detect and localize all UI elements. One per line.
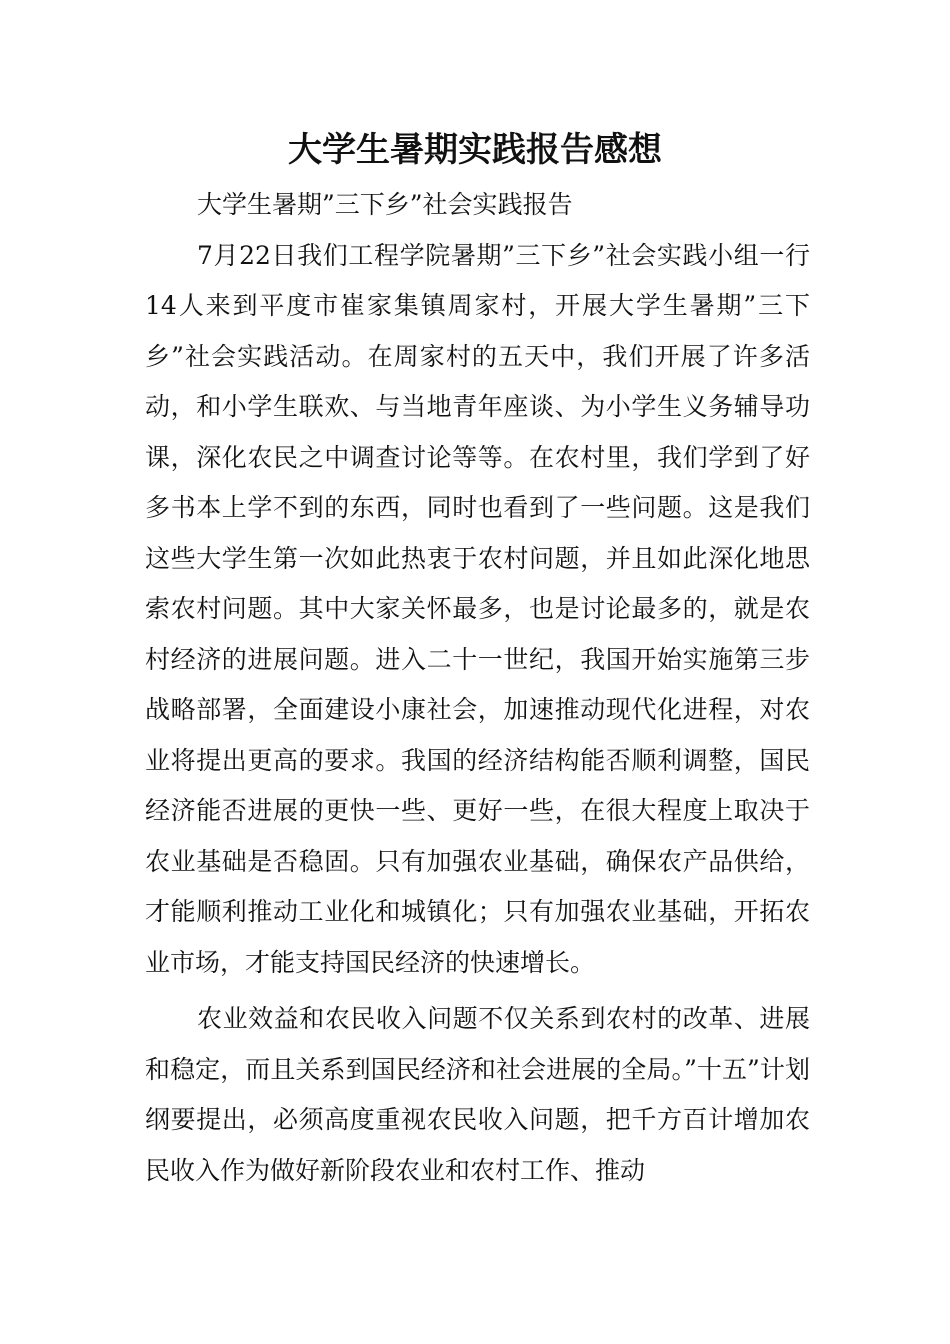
document-title: 大学生暑期实践报告感想: [288, 130, 662, 170]
document-body: [145, 180, 810, 1196]
document-subtitle: 大学生暑期”三下乡”社会实践报告: [197, 190, 573, 219]
body-paragraph-1: 7月22日我们工程学院暑期”三下乡”社会实践小组一行14人来到平度市崔家集镇周家村，开展大学生暑期”三下乡”社会实践活动。在周家村的五天中，我们开展了许多活动，和小学生联欢、与当地青年座谈、为小学生义务辅导功课，深化农民之中调查讨论等等。在农村里，我们学到了好多书本上学不到的东西，同时也看到了一些问题。这是我们这些大学生第一次如此热衷于农村问题，并且如此深化地思索农村问题。其中大家关怀最多，也是讨论最多的，就是农村经济的进展问题。进入二十一世纪，我国开始实施第三步战略部署，全面建设小康社会，加速推动现代化进程，对农业将提出更高的要求。我国的经济结构能否顺利调整，国民经济能否进展的更快一些、更好一些，在很大程度上取决于农业基础是否稳固。只有加强农业基础，确保农产品供给，才能顺利推动工业化和城镇化；只有加强农业基础，开拓农业市场，才能支持国民经济的快速增长。: [145, 240, 810, 977]
body-paragraph-2: 农业效益和农民收入问题不仅关系到农村的改革、进展和稳定，而且关系到国民经济和社会进展的全局。”十五”计划纲要提出，必须高度重视农民收入问题，把千方百计增加农民收入作为做好新阶段农业和农村工作、推动: [145, 1004, 810, 1185]
